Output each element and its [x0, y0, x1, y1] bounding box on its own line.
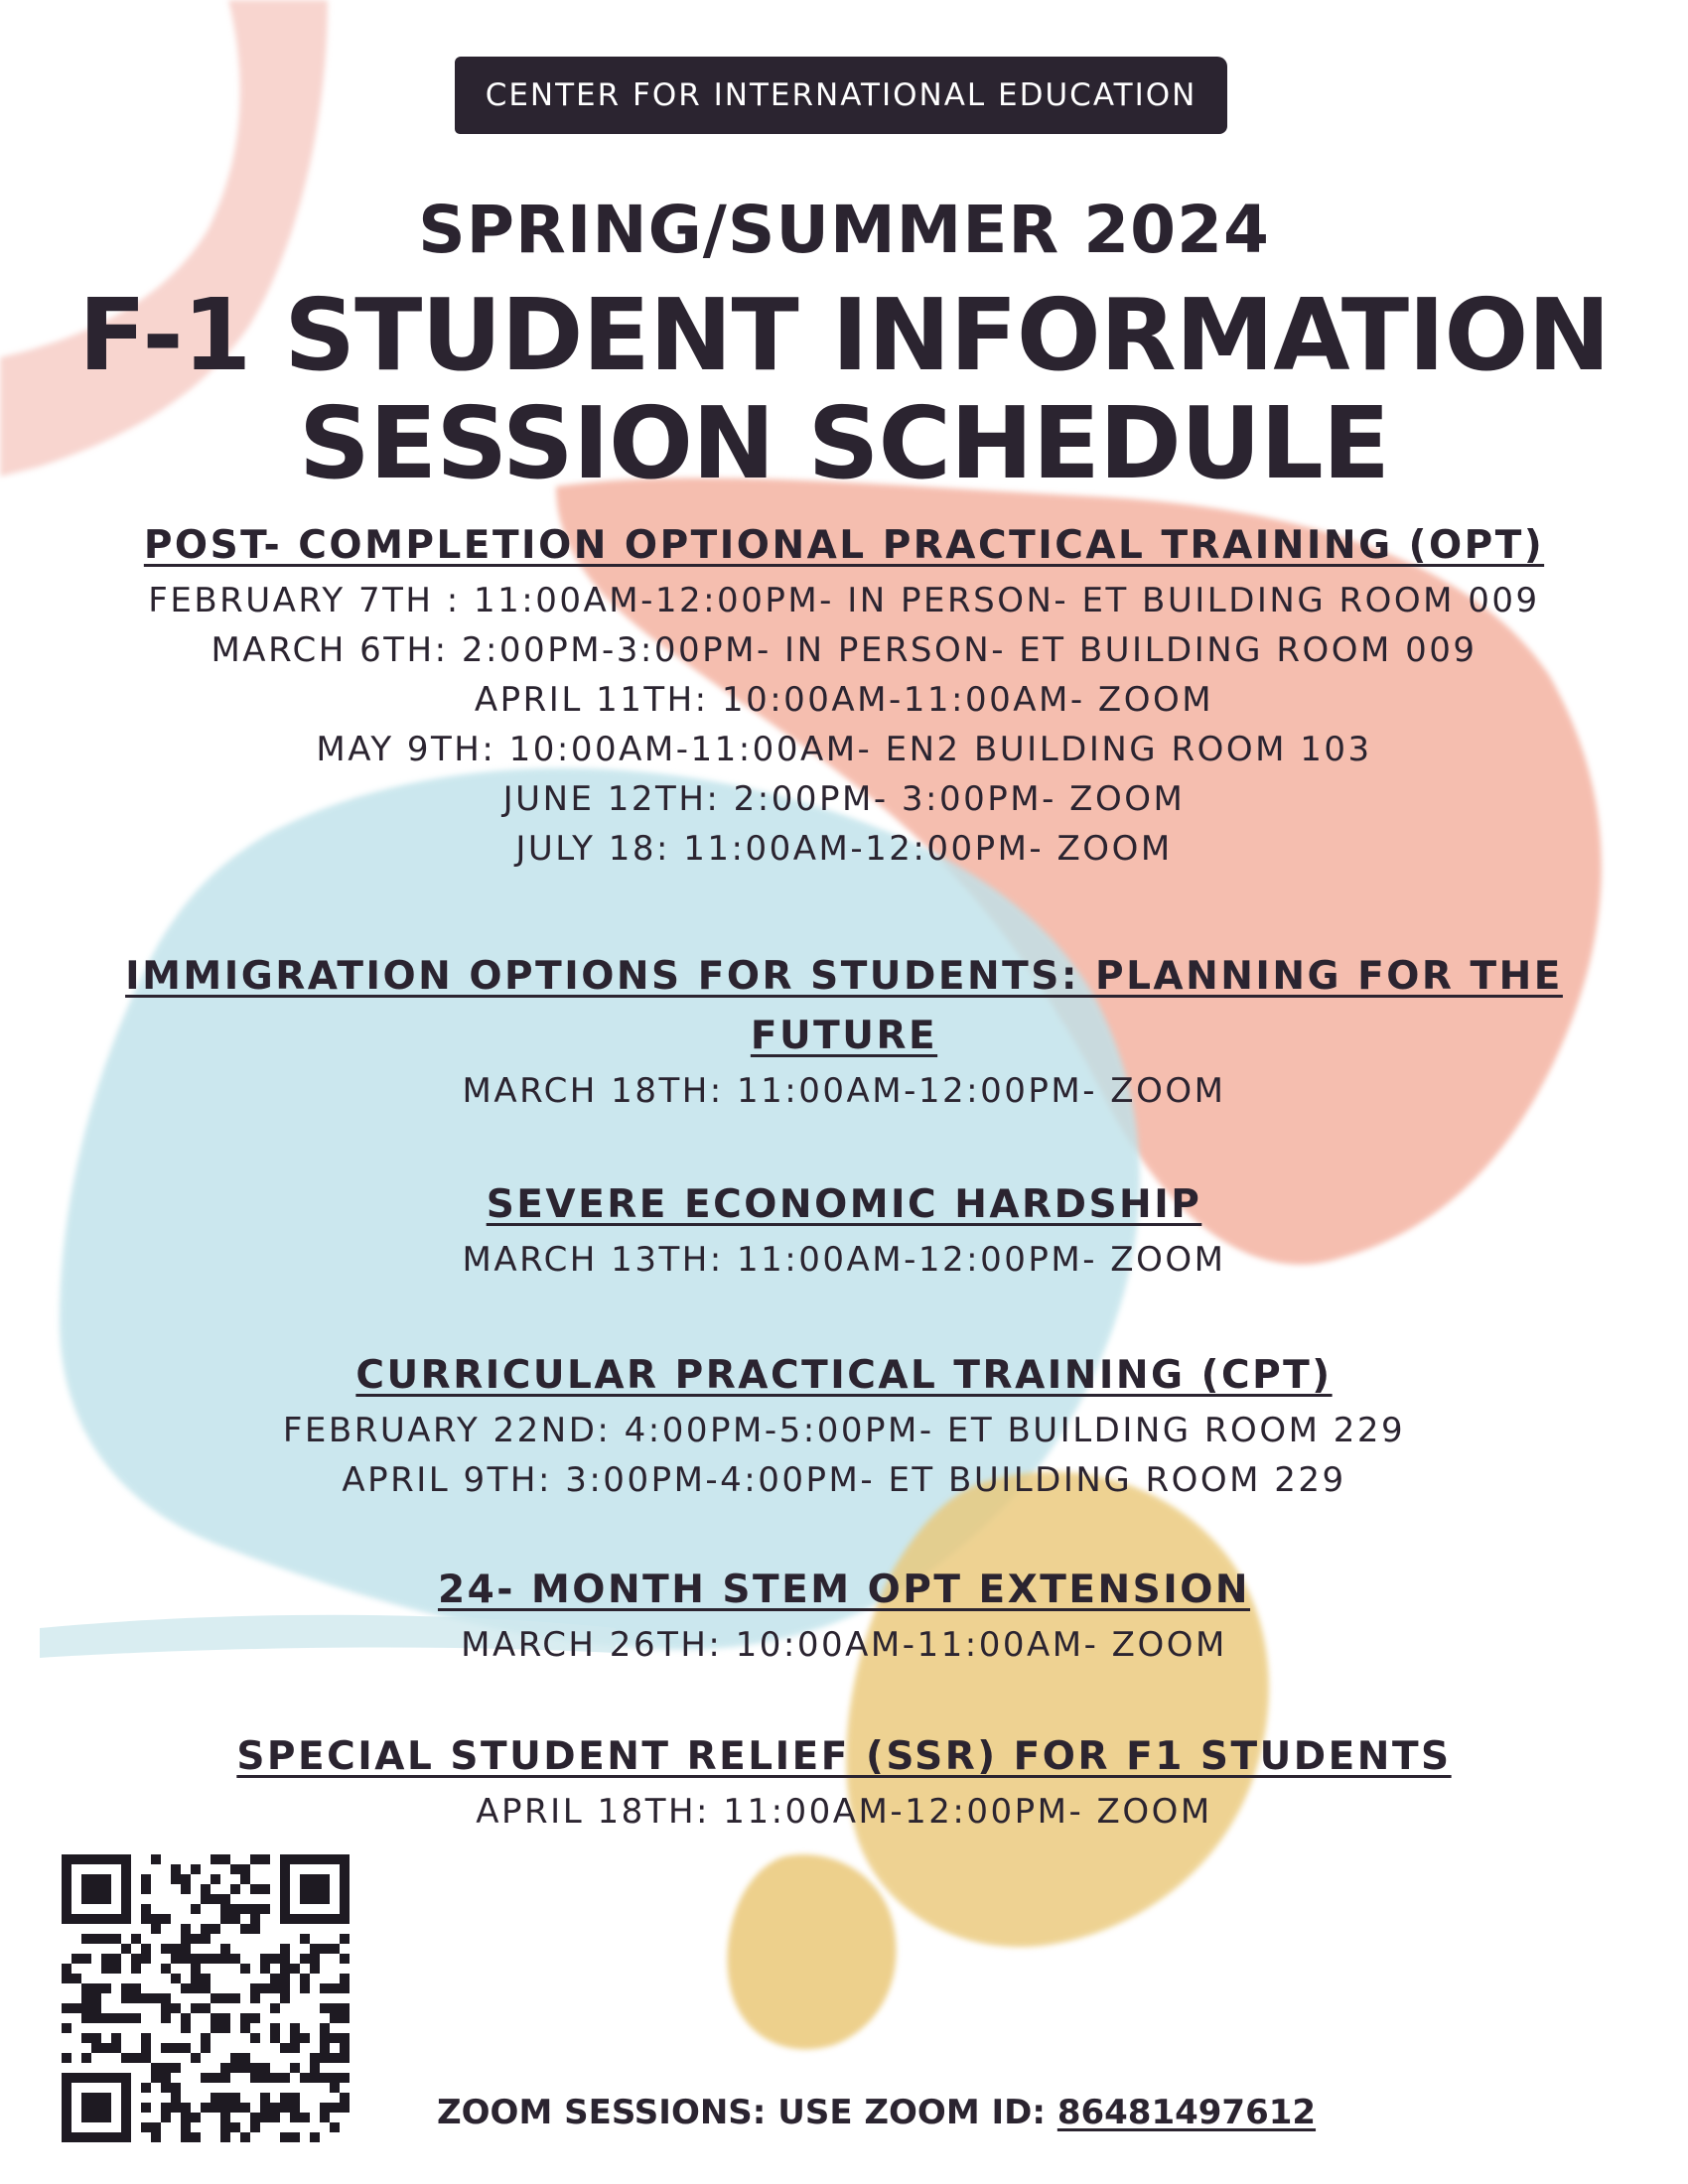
session-line: MARCH 18TH: 11:00AM-12:00PM- ZOOM: [462, 1071, 1226, 1111]
section-heading: 24- MONTH STEM OPT EXTENSION: [437, 1568, 1251, 1612]
banner-text: CENTER FOR INTERNATIONAL EDUCATION: [485, 77, 1197, 113]
session-line: FEBRUARY 22ND: 4:00PM-5:00PM- ET BUILDING ROOM 229: [282, 1411, 1406, 1450]
session-line: APRIL 9TH: 3:00PM-4:00PM- ET BUILDING ROOM 229: [342, 1460, 1346, 1500]
section-heading: POST- COMPLETION OPTIONAL PRACTICAL TRAINING (OPT): [143, 523, 1545, 568]
session-line: MARCH 26TH: 10:00AM-11:00AM- ZOOM: [461, 1625, 1227, 1665]
session-line: APRIL 11TH: 10:00AM-11:00AM- ZOOM: [474, 680, 1214, 720]
zoom-footer: [437, 2093, 1529, 2132]
section-opt: [70, 516, 1618, 874]
session-line: JULY 18: 11:00AM-12:00PM- ZOOM: [515, 829, 1173, 869]
section-heading: CURRICULAR PRACTICAL TRAINING (CPT): [355, 1353, 1333, 1398]
section-heading: SPECIAL STUDENT RELIEF (SSR) FOR F1 STUDENTS: [236, 1734, 1452, 1779]
title-sub: SESSION SCHEDULE: [298, 385, 1390, 501]
header-banner: [455, 57, 1227, 134]
session-line: MARCH 13TH: 11:00AM-12:00PM- ZOOM: [462, 1240, 1226, 1280]
title-main: F-1 STUDENT INFORMATION: [77, 277, 1611, 393]
session-schedule: [70, 516, 1618, 1837]
qr-code-icon[interactable]: [62, 1854, 350, 2142]
session-line: MAY 9TH: 10:00AM-11:00AM- EN2 BUILDING ROOM 103: [316, 730, 1372, 769]
zoom-id[interactable]: 86481497612: [1056, 2093, 1317, 2132]
section-heading: IMMIGRATION OPTIONS FOR STUDENTS: PLANNING FOR THE: [125, 954, 1563, 999]
zoom-label: ZOOM SESSIONS: USE ZOOM ID:: [437, 2093, 1057, 2132]
session-line: MARCH 6TH: 2:00PM-3:00PM- IN PERSON- ET BUILDING ROOM 009: [211, 630, 1477, 670]
section-heading-continued: FUTURE: [750, 1014, 938, 1058]
section-ssr: [70, 1727, 1618, 1837]
session-line: APRIL 18TH: 11:00AM-12:00PM- ZOOM: [476, 1792, 1212, 1832]
session-line: FEBRUARY 7TH : 11:00AM-12:00PM- IN PERSON- ET BUILDING ROOM 009: [148, 581, 1540, 620]
section-immigration: [70, 947, 1618, 1116]
section-cpt: [70, 1346, 1618, 1505]
session-line: JUNE 12TH: 2:00PM- 3:00PM- ZOOM: [502, 779, 1186, 819]
section-hardship: [70, 1175, 1618, 1285]
section-stem: [70, 1561, 1618, 1670]
title-season: SPRING/SUMMER 2024: [418, 192, 1270, 268]
section-heading: SEVERE ECONOMIC HARDSHIP: [486, 1182, 1202, 1227]
